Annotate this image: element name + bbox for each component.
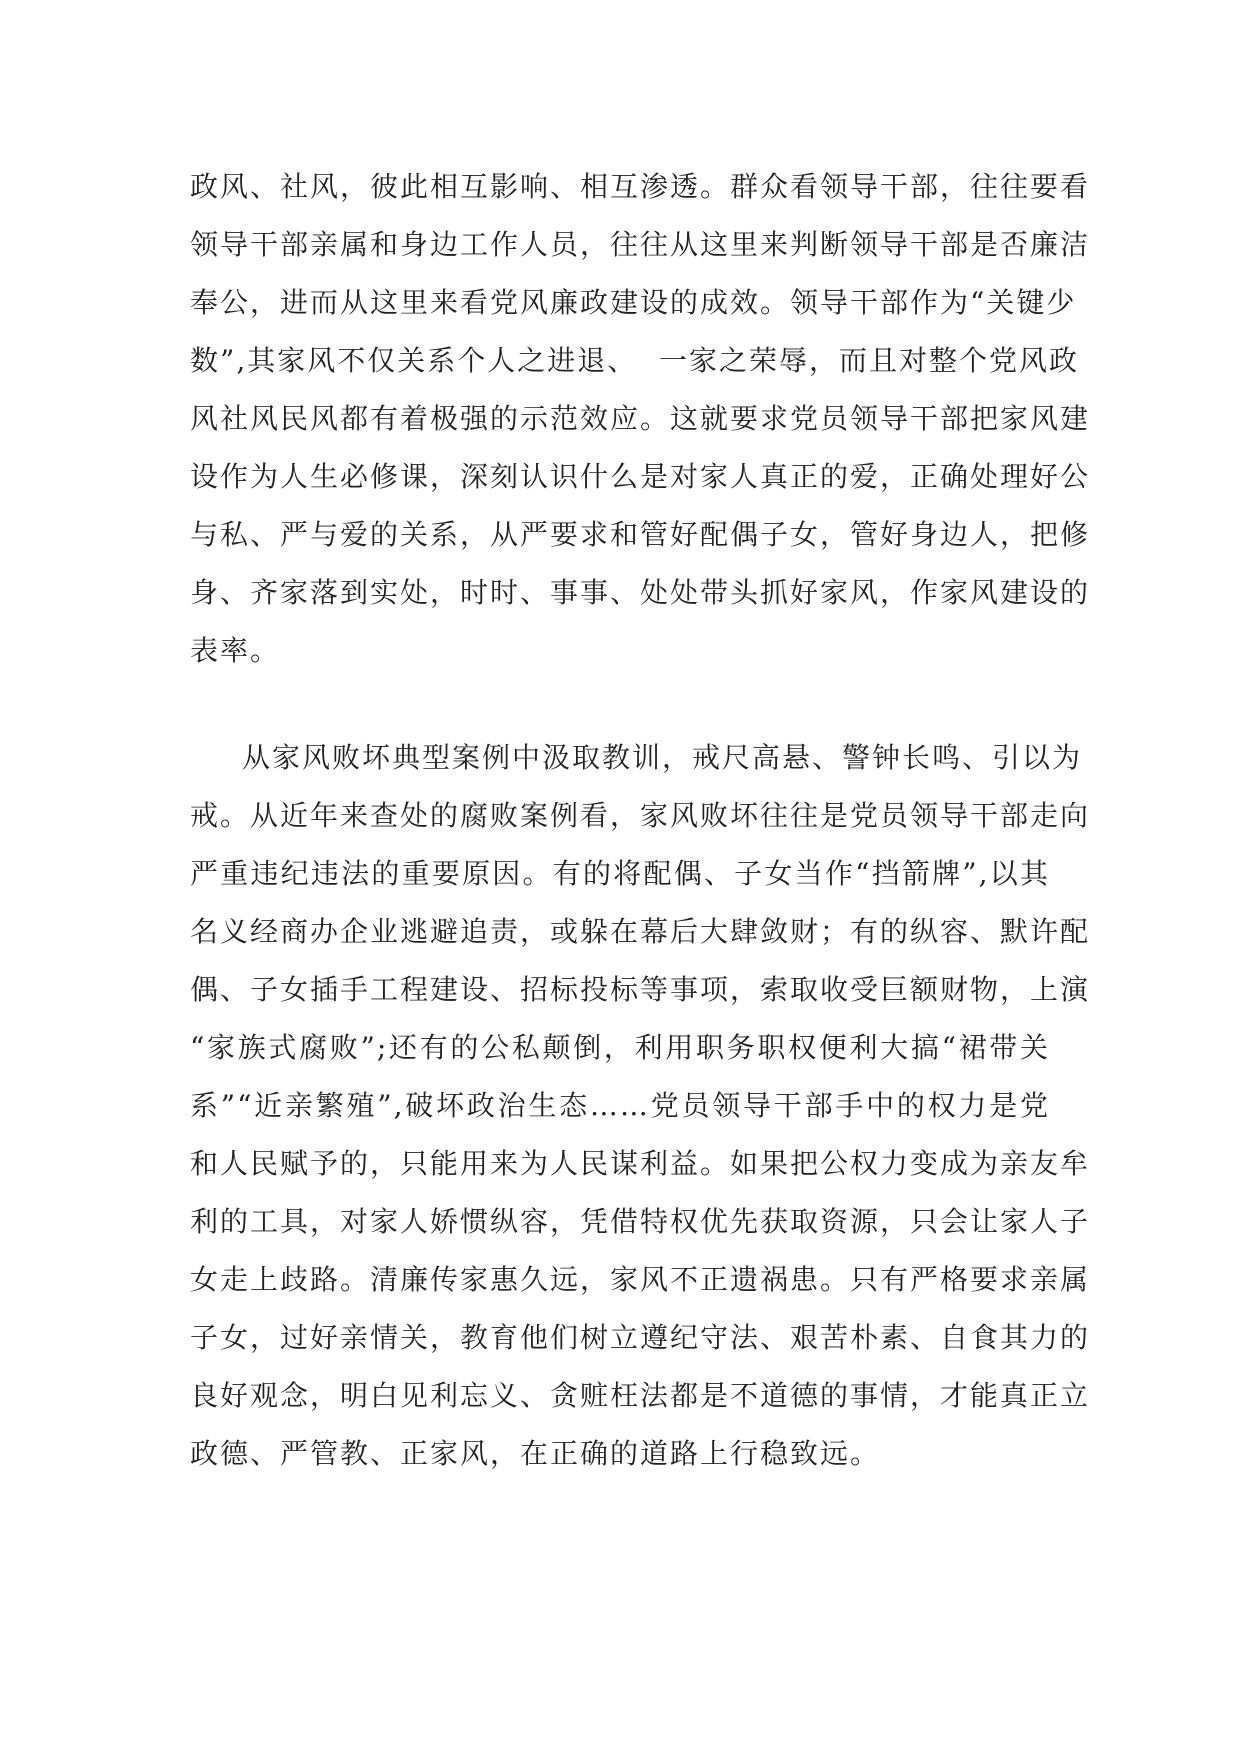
text-line: 名义经商办企业逃避追责，或躲在幕后大肆敛财；有的纵容、默许配 [190,915,1091,948]
paragraph-1 [190,158,1091,680]
text-line: 与私、严与爱的关系，从严要求和管好配偶子女，管好身边人，把修 [190,518,1091,551]
text-line: 设作为人生必修课，深刻认识什么是对家人真正的爱，正确处理好公 [190,460,1091,493]
text-line: 奉公，进而从这里来看党风廉政建设的成效。领导干部作为“关键少 [190,286,1077,319]
text-line: 偶、子女插手工程建设、招标投标等事项，索取收受巨额财物，上演 [190,973,1091,1006]
text-line: 政风、社风，彼此相互影响、相互渗透。群众看领导干部，往往要看 [190,170,1091,203]
text-line: “家族式腐败”;还有的公私颠倒，利用职务职权便利大搞“裙带关 [190,1031,1050,1064]
text-line: 女走上歧路。清廉传家惠久远，家风不正遗祸患。只有严格要求亲属 [190,1263,1091,1296]
text-line: 从家风败坏典型案例中汲取教训，戒尺高悬、警钟长鸣、引以为 [242,741,1083,774]
text-line: 身、齐家落到实处，时时、事事、处处带头抓好家风，作家风建设的 [190,576,1091,609]
text-line: 良好观念，明白见利忘义、贪赃枉法都是不道德的事情，才能真正立 [190,1379,1091,1412]
document-body [190,158,1091,1483]
text-line: 数”,其家风不仅关系个人之进退、 一家之荣辱，而且对整个党风政 [190,344,1080,377]
text-line: 戒。从近年来查处的腐败案例看，家风败坏往往是党员领导干部走向 [190,799,1091,832]
text-line: 子女，过好亲情关，教育他们树立遵纪守法、艰苦朴素、自食其力的 [190,1321,1091,1354]
text-line: 和人民赋予的，只能用来为人民谋利益。如果把公权力变成为亲友牟 [190,1147,1091,1180]
text-line: 利的工具，对家人娇惯纵容，凭借特权优先获取资源，只会让家人子 [190,1205,1091,1238]
text-line: 严重违纪违法的重要原因。有的将配偶、子女当作“挡箭牌”,以其 [190,857,1050,890]
paragraph-2 [190,729,1091,1483]
text-line: 领导干部亲属和身边工作人员，往往从这里来判断领导干部是否廉洁 [190,228,1091,261]
text-line: 政德、严管教、正家风，在正确的道路上行稳致远。 [190,1437,881,1470]
text-line: 表率。 [190,634,281,667]
text-line: 风社风民风都有着极强的示范效应。这就要求党员领导干部把家风建 [190,402,1091,435]
text-line: 系”“近亲繁殖”,破坏政治生态……党员领导干部手中的权力是党 [190,1089,1050,1122]
